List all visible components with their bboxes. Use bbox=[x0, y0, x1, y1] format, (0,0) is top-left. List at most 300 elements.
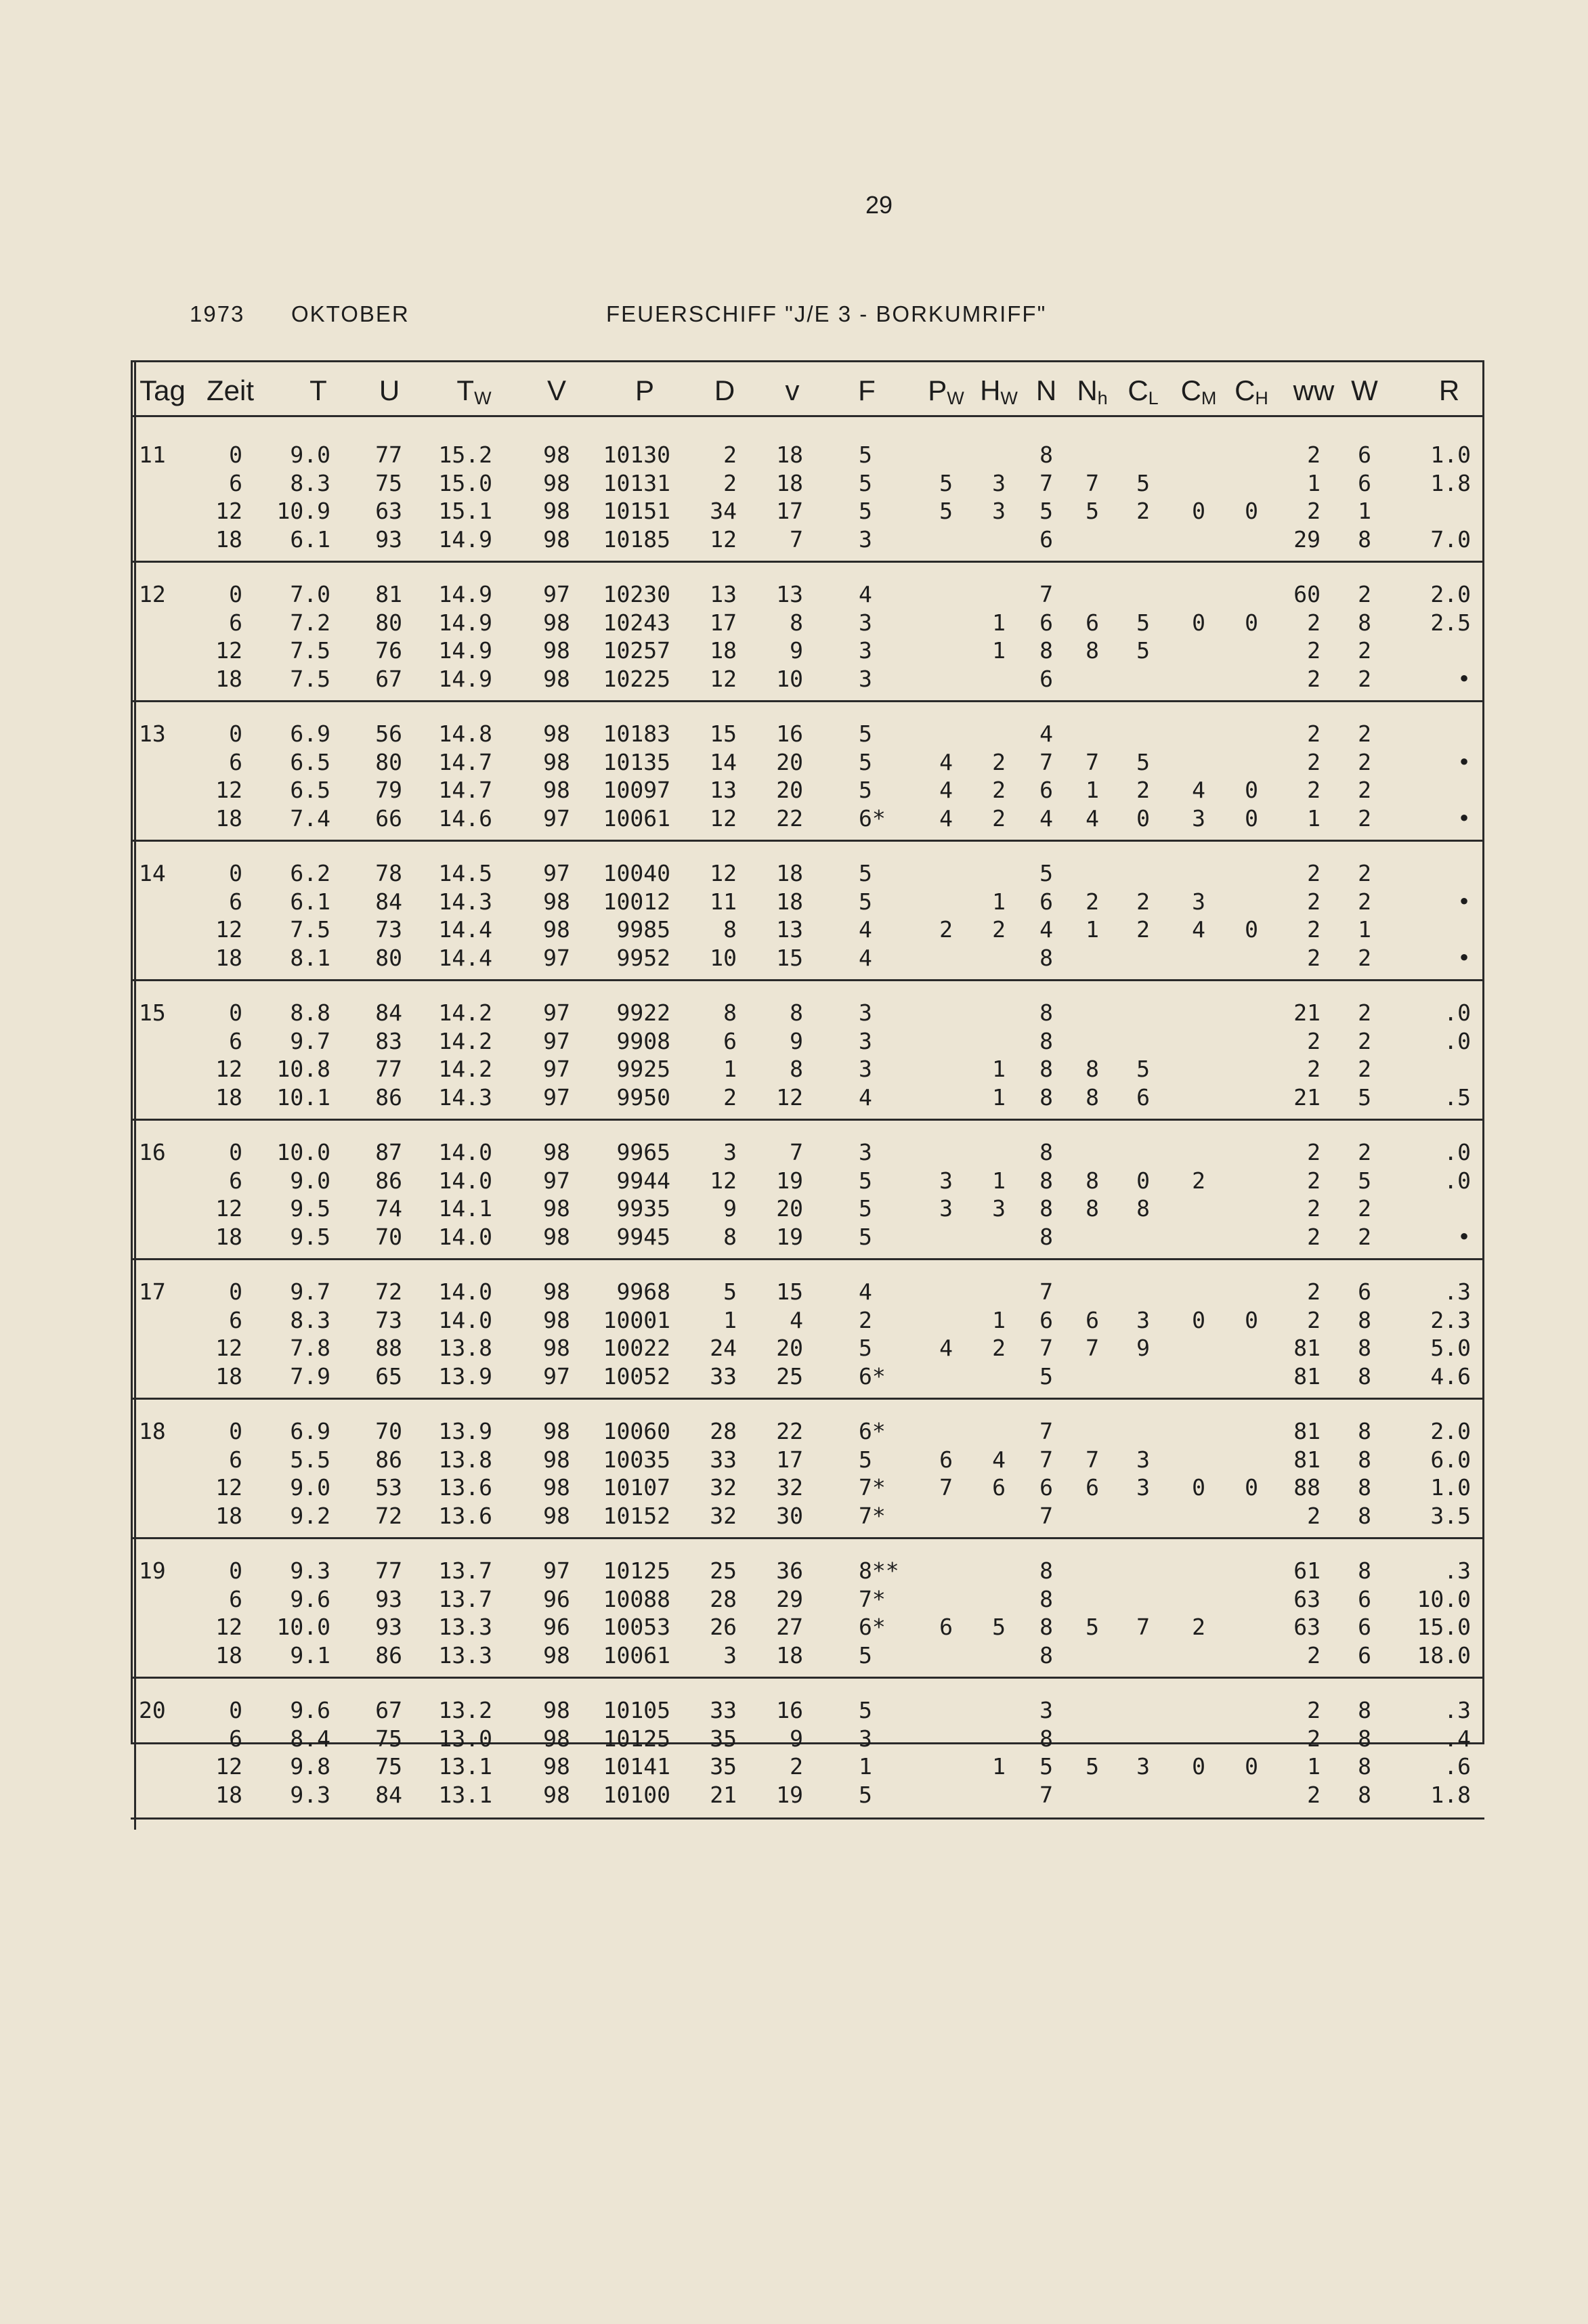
cell-u: 77 bbox=[375, 442, 402, 468]
cell-p: 10257 bbox=[603, 637, 670, 664]
cell-t: 8.3 bbox=[290, 469, 330, 496]
cell-t: 9.3 bbox=[290, 1781, 330, 1808]
cell-zeit: 12 bbox=[215, 1474, 242, 1501]
cell-hw: 1 bbox=[992, 609, 1006, 636]
cell-f: 3 bbox=[859, 637, 872, 664]
cell-w: 2 bbox=[1358, 804, 1371, 832]
cell-w: 6 bbox=[1358, 1278, 1371, 1305]
cell-f: 5 bbox=[859, 1335, 872, 1361]
cell-p: 9968 bbox=[616, 1278, 670, 1305]
cell-v-upper: 98 bbox=[543, 469, 570, 496]
cell-zeit: 12 bbox=[215, 916, 242, 943]
cell-u: 80 bbox=[375, 609, 402, 636]
cell-nh: 8 bbox=[1086, 1083, 1099, 1111]
cell-n: 5 bbox=[1039, 1362, 1053, 1390]
cell-ww: 21 bbox=[1293, 999, 1321, 1026]
cell-n: 6 bbox=[1039, 1306, 1053, 1333]
cell-nh: 6 bbox=[1086, 609, 1099, 636]
cell-n: 7 bbox=[1039, 581, 1053, 607]
cell-cl: 9 bbox=[1136, 1335, 1150, 1361]
cell-d: 12 bbox=[710, 804, 737, 832]
cell-n: 8 bbox=[1039, 1585, 1053, 1612]
cell-t: 9.7 bbox=[290, 1278, 330, 1305]
cell-tw: 13.3 bbox=[438, 1614, 492, 1640]
day-group-divider bbox=[131, 1258, 1484, 1260]
cell-t: 7.2 bbox=[290, 609, 330, 636]
cell-f: 2 bbox=[859, 1306, 872, 1333]
cell-t: 6.1 bbox=[290, 888, 330, 915]
cell-r: 2.0 bbox=[1430, 1418, 1471, 1444]
cell-u: 86 bbox=[375, 1446, 402, 1473]
col-header-nh: $N_h$ bbox=[1077, 374, 1108, 408]
cell-hw: 2 bbox=[992, 748, 1006, 775]
cell-zeit: 6 bbox=[229, 748, 242, 775]
cell-tw: 14.9 bbox=[438, 525, 492, 553]
cell-r: • bbox=[1457, 804, 1471, 832]
col-header-ch: $C_H$ bbox=[1235, 374, 1268, 408]
cell-zeit: 18 bbox=[215, 1083, 242, 1111]
cell-d: 35 bbox=[710, 1753, 737, 1780]
cell-v-upper: 98 bbox=[543, 1278, 570, 1305]
cell-u: 84 bbox=[375, 888, 402, 915]
cell-zeit: 18 bbox=[215, 1502, 242, 1529]
cell-u: 93 bbox=[375, 1585, 402, 1612]
cell-t: 9.5 bbox=[290, 1195, 330, 1222]
cell-n: 7 bbox=[1039, 1278, 1053, 1305]
cell-p: 10100 bbox=[603, 1781, 670, 1808]
day-group-divider bbox=[131, 979, 1484, 981]
day-label: 17 bbox=[139, 1278, 166, 1305]
cell-v-lower: 27 bbox=[776, 1614, 803, 1640]
cell-hw: 1 bbox=[992, 1083, 1006, 1111]
cell-tw: 14.3 bbox=[438, 888, 492, 915]
col-header-tw: $T_W$ bbox=[456, 374, 492, 408]
cell-ww: 2 bbox=[1307, 888, 1321, 915]
cell-ww: 2 bbox=[1307, 916, 1321, 943]
cell-r: 1.0 bbox=[1430, 1474, 1471, 1501]
cell-d: 17 bbox=[710, 609, 737, 636]
cell-u: 88 bbox=[375, 1335, 402, 1361]
cell-hw: 6 bbox=[992, 1474, 1006, 1501]
cell-pw: 4 bbox=[939, 777, 953, 803]
cell-hw: 4 bbox=[992, 1446, 1006, 1473]
cell-w: 8 bbox=[1358, 1557, 1371, 1584]
cell-w: 8 bbox=[1358, 1335, 1371, 1361]
cell-t: 6.5 bbox=[290, 777, 330, 803]
cell-w: 8 bbox=[1358, 1474, 1371, 1501]
cell-cm: 0 bbox=[1192, 498, 1205, 524]
cell-tw: 15.2 bbox=[438, 442, 492, 468]
cell-f: 4 bbox=[859, 581, 872, 607]
cell-nh: 2 bbox=[1086, 888, 1099, 915]
cell-zeit: 12 bbox=[215, 1195, 242, 1222]
cell-v-lower: 29 bbox=[776, 1585, 803, 1612]
cell-tw: 14.0 bbox=[438, 1306, 492, 1333]
cell-zeit: 12 bbox=[215, 498, 242, 524]
cell-v-upper: 98 bbox=[543, 1697, 570, 1723]
cell-v-lower: 22 bbox=[776, 804, 803, 832]
cell-hw: 2 bbox=[992, 1335, 1006, 1361]
cell-tw: 13.0 bbox=[438, 1725, 492, 1752]
cell-f: 5 bbox=[859, 469, 872, 496]
cell-d: 1 bbox=[723, 1056, 737, 1082]
cell-v-lower: 13 bbox=[776, 916, 803, 943]
col-header-v-upper: V bbox=[546, 374, 567, 406]
cell-ww: 2 bbox=[1307, 1306, 1321, 1333]
cell-v-lower: 17 bbox=[776, 1446, 803, 1473]
cell-u: 70 bbox=[375, 1418, 402, 1444]
cell-u: 86 bbox=[375, 1167, 402, 1194]
cell-tw: 13.8 bbox=[438, 1446, 492, 1473]
cell-p: 10061 bbox=[603, 804, 670, 832]
cell-u: 80 bbox=[375, 748, 402, 775]
cell-nh: 6 bbox=[1086, 1306, 1099, 1333]
cell-v-upper: 98 bbox=[543, 1139, 570, 1165]
cell-t: 6.2 bbox=[290, 860, 330, 886]
cell-cl: 0 bbox=[1136, 804, 1150, 832]
cell-p: 10053 bbox=[603, 1614, 670, 1640]
day-label: 16 bbox=[139, 1139, 166, 1165]
cell-d: 9 bbox=[723, 1195, 737, 1222]
cell-nh: 1 bbox=[1086, 916, 1099, 943]
cell-ch: 0 bbox=[1245, 804, 1258, 832]
cell-tw: 13.7 bbox=[438, 1585, 492, 1612]
cell-zeit: 0 bbox=[229, 860, 242, 886]
cell-n: 8 bbox=[1039, 1083, 1053, 1111]
cell-f: 4 bbox=[859, 944, 872, 971]
cell-r: .4 bbox=[1444, 1725, 1471, 1752]
cell-f: 4 bbox=[859, 1083, 872, 1111]
cell-d: 12 bbox=[710, 860, 737, 886]
cell-u: 80 bbox=[375, 944, 402, 971]
cell-f: 5 bbox=[859, 1697, 872, 1723]
cell-ww: 2 bbox=[1307, 1223, 1321, 1250]
cell-v-upper: 98 bbox=[543, 498, 570, 524]
cell-r: .3 bbox=[1444, 1278, 1471, 1305]
cell-w: 6 bbox=[1358, 442, 1371, 468]
cell-pw: 6 bbox=[939, 1446, 953, 1473]
cell-ww: 60 bbox=[1293, 581, 1321, 607]
cell-v-lower: 16 bbox=[776, 720, 803, 747]
cell-w: 2 bbox=[1358, 1223, 1371, 1250]
cell-t: 9.6 bbox=[290, 1585, 330, 1612]
cell-w: 5 bbox=[1358, 1083, 1371, 1111]
cell-w: 6 bbox=[1358, 469, 1371, 496]
cell-cl: 0 bbox=[1136, 1167, 1150, 1194]
col-header-w: W bbox=[1351, 374, 1378, 406]
cell-d: 3 bbox=[723, 1641, 737, 1669]
cell-f: 3 bbox=[859, 609, 872, 636]
cell-w: 2 bbox=[1358, 665, 1371, 692]
cell-v-upper: 96 bbox=[543, 1614, 570, 1640]
cell-hw: 2 bbox=[992, 804, 1006, 832]
day-group-divider bbox=[131, 840, 1484, 842]
cell-t: 9.3 bbox=[290, 1557, 330, 1584]
cell-f: 8** bbox=[859, 1557, 899, 1584]
cell-n: 8 bbox=[1039, 1167, 1053, 1194]
cell-tw: 14.0 bbox=[438, 1223, 492, 1250]
cell-w: 2 bbox=[1358, 777, 1371, 803]
cell-u: 83 bbox=[375, 1027, 402, 1054]
cell-t: 5.5 bbox=[290, 1446, 330, 1473]
cell-d: 11 bbox=[710, 888, 737, 915]
cell-u: 93 bbox=[375, 525, 402, 553]
cell-f: 4 bbox=[859, 916, 872, 943]
cell-v-upper: 97 bbox=[543, 1083, 570, 1111]
cell-zeit: 0 bbox=[229, 1278, 242, 1305]
cell-r: .3 bbox=[1444, 1697, 1471, 1723]
cell-t: 8.3 bbox=[290, 1306, 330, 1333]
cell-f: 7* bbox=[859, 1585, 886, 1612]
cell-f: 4 bbox=[859, 1278, 872, 1305]
cell-tw: 14.9 bbox=[438, 609, 492, 636]
cell-tw: 13.9 bbox=[438, 1418, 492, 1444]
cell-v-upper: 97 bbox=[543, 804, 570, 832]
cell-v-lower: 19 bbox=[776, 1223, 803, 1250]
cell-p: 10225 bbox=[603, 665, 670, 692]
cell-u: 84 bbox=[375, 1781, 402, 1808]
cell-zeit: 18 bbox=[215, 1223, 242, 1250]
cell-w: 2 bbox=[1358, 999, 1371, 1026]
cell-f: 7* bbox=[859, 1502, 886, 1529]
cell-v-lower: 20 bbox=[776, 1195, 803, 1222]
cell-p: 10052 bbox=[603, 1362, 670, 1390]
cell-p: 10035 bbox=[603, 1446, 670, 1473]
cell-w: 8 bbox=[1358, 609, 1371, 636]
cell-cl: 3 bbox=[1136, 1753, 1150, 1780]
cell-d: 34 bbox=[710, 498, 737, 524]
cell-n: 6 bbox=[1039, 665, 1053, 692]
cell-t: 7.8 bbox=[290, 1335, 330, 1361]
cell-v-lower: 18 bbox=[776, 860, 803, 886]
cell-v-lower: 8 bbox=[790, 609, 803, 636]
cell-v-upper: 97 bbox=[543, 1362, 570, 1390]
cell-ww: 2 bbox=[1307, 1056, 1321, 1082]
cell-n: 6 bbox=[1039, 888, 1053, 915]
cell-ww: 2 bbox=[1307, 777, 1321, 803]
cell-cl: 2 bbox=[1136, 498, 1150, 524]
cell-d: 8 bbox=[723, 1223, 737, 1250]
cell-ww: 1 bbox=[1307, 804, 1321, 832]
cell-d: 2 bbox=[723, 469, 737, 496]
cell-ww: 2 bbox=[1307, 1781, 1321, 1808]
cell-f: 5 bbox=[859, 498, 872, 524]
col-header-r: R bbox=[1438, 374, 1460, 406]
cell-n: 8 bbox=[1039, 1027, 1053, 1054]
cell-v-upper: 98 bbox=[543, 609, 570, 636]
cell-n: 8 bbox=[1039, 1139, 1053, 1165]
cell-cm: 2 bbox=[1192, 1167, 1205, 1194]
cell-tw: 14.9 bbox=[438, 581, 492, 607]
cell-tw: 13.2 bbox=[438, 1697, 492, 1723]
cell-zeit: 6 bbox=[229, 1585, 242, 1612]
cell-f: 5 bbox=[859, 720, 872, 747]
cell-r: .0 bbox=[1444, 1167, 1471, 1194]
cell-f: 5 bbox=[859, 1641, 872, 1669]
cell-r: • bbox=[1457, 888, 1471, 915]
cell-f: 3 bbox=[859, 1056, 872, 1082]
cell-t: 9.5 bbox=[290, 1223, 330, 1250]
cell-pw: 4 bbox=[939, 804, 953, 832]
cell-v-upper: 98 bbox=[543, 442, 570, 468]
cell-u: 81 bbox=[375, 581, 402, 607]
cell-zeit: 0 bbox=[229, 999, 242, 1026]
cell-tw: 14.0 bbox=[438, 1139, 492, 1165]
cell-r: 2.5 bbox=[1430, 609, 1471, 636]
cell-w: 2 bbox=[1358, 1195, 1371, 1222]
cell-f: 7* bbox=[859, 1474, 886, 1501]
cell-v-upper: 98 bbox=[543, 1335, 570, 1361]
cell-t: 10.9 bbox=[276, 498, 330, 524]
cell-tw: 14.6 bbox=[438, 804, 492, 832]
cell-v-lower: 4 bbox=[790, 1306, 803, 1333]
cell-w: 2 bbox=[1358, 748, 1371, 775]
cell-f: 1 bbox=[859, 1753, 872, 1780]
cell-p: 10230 bbox=[603, 581, 670, 607]
col-header-ww: ww bbox=[1293, 374, 1335, 406]
cell-cm: 0 bbox=[1192, 1753, 1205, 1780]
cell-t: 7.4 bbox=[290, 804, 330, 832]
cell-hw: 2 bbox=[992, 777, 1006, 803]
cell-u: 63 bbox=[375, 498, 402, 524]
cell-nh: 8 bbox=[1086, 637, 1099, 664]
cell-tw: 14.4 bbox=[438, 944, 492, 971]
cell-ww: 2 bbox=[1307, 1278, 1321, 1305]
cell-p: 9925 bbox=[616, 1056, 670, 1082]
cell-v-lower: 9 bbox=[790, 1027, 803, 1054]
cell-zeit: 6 bbox=[229, 1027, 242, 1054]
cell-d: 32 bbox=[710, 1502, 737, 1529]
cell-u: 73 bbox=[375, 916, 402, 943]
cell-cl: 7 bbox=[1136, 1614, 1150, 1640]
cell-v-lower: 9 bbox=[790, 637, 803, 664]
cell-w: 5 bbox=[1358, 1167, 1371, 1194]
cell-n: 6 bbox=[1039, 525, 1053, 553]
cell-tw: 15.1 bbox=[438, 498, 492, 524]
cell-ww: 2 bbox=[1307, 1195, 1321, 1222]
cell-w: 2 bbox=[1358, 720, 1371, 747]
cell-v-upper: 97 bbox=[543, 1167, 570, 1194]
cell-v-lower: 18 bbox=[776, 1641, 803, 1669]
day-group-divider bbox=[131, 700, 1484, 702]
cell-w: 2 bbox=[1358, 581, 1371, 607]
cell-zeit: 12 bbox=[215, 1614, 242, 1640]
cell-d: 13 bbox=[710, 581, 737, 607]
cell-n: 8 bbox=[1039, 944, 1053, 971]
cell-tw: 14.1 bbox=[438, 1195, 492, 1222]
cell-t: 6.9 bbox=[290, 1418, 330, 1444]
cell-v-upper: 97 bbox=[543, 1056, 570, 1082]
page-number: 29 bbox=[865, 191, 893, 219]
cell-t: 9.6 bbox=[290, 1697, 330, 1723]
cell-p: 10088 bbox=[603, 1585, 670, 1612]
col-header-p: P bbox=[635, 374, 655, 406]
cell-cl: 3 bbox=[1136, 1446, 1150, 1473]
header-month: OKTOBER bbox=[291, 301, 410, 326]
cell-tw: 13.6 bbox=[438, 1474, 492, 1501]
cell-cl: 8 bbox=[1136, 1195, 1150, 1222]
cell-zeit: 12 bbox=[215, 1753, 242, 1780]
cell-w: 2 bbox=[1358, 1056, 1371, 1082]
cell-t: 8.1 bbox=[290, 944, 330, 971]
cell-n: 7 bbox=[1039, 1781, 1053, 1808]
cell-p: 10060 bbox=[603, 1418, 670, 1444]
cell-d: 33 bbox=[710, 1362, 737, 1390]
cell-v-upper: 98 bbox=[543, 1446, 570, 1473]
cell-pw: 5 bbox=[939, 469, 953, 496]
cell-n: 8 bbox=[1039, 1725, 1053, 1752]
cell-p: 9950 bbox=[616, 1083, 670, 1111]
cell-u: 65 bbox=[375, 1362, 402, 1390]
cell-d: 1 bbox=[723, 1306, 737, 1333]
col-header-tag: Tag bbox=[140, 374, 186, 406]
cell-tw: 14.9 bbox=[438, 637, 492, 664]
cell-w: 1 bbox=[1358, 498, 1371, 524]
cell-cl: 2 bbox=[1136, 888, 1150, 915]
col-header-n: N bbox=[1035, 374, 1057, 406]
cell-r: .0 bbox=[1444, 1027, 1471, 1054]
cell-r: .6 bbox=[1444, 1753, 1471, 1780]
cell-f: 5 bbox=[859, 860, 872, 886]
cell-n: 8 bbox=[1039, 1223, 1053, 1250]
cell-n: 7 bbox=[1039, 1446, 1053, 1473]
cell-v-lower: 18 bbox=[776, 469, 803, 496]
cell-zeit: 6 bbox=[229, 1446, 242, 1473]
cell-u: 70 bbox=[375, 1223, 402, 1250]
cell-tw: 14.2 bbox=[438, 1056, 492, 1082]
cell-f: 6* bbox=[859, 1614, 886, 1640]
cell-u: 86 bbox=[375, 1083, 402, 1111]
cell-ww: 2 bbox=[1307, 1139, 1321, 1165]
cell-nh: 5 bbox=[1086, 498, 1099, 524]
cell-pw: 7 bbox=[939, 1474, 953, 1501]
cell-tw: 13.7 bbox=[438, 1557, 492, 1584]
cell-tw: 13.6 bbox=[438, 1502, 492, 1529]
cell-ww: 2 bbox=[1307, 1502, 1321, 1529]
cell-u: 78 bbox=[375, 860, 402, 886]
cell-d: 18 bbox=[710, 637, 737, 664]
cell-v-upper: 98 bbox=[543, 1502, 570, 1529]
cell-tw: 14.0 bbox=[438, 1167, 492, 1194]
cell-zeit: 6 bbox=[229, 469, 242, 496]
cell-d: 10 bbox=[710, 944, 737, 971]
cell-zeit: 6 bbox=[229, 1725, 242, 1752]
cell-d: 2 bbox=[723, 1083, 737, 1111]
cell-w: 8 bbox=[1358, 1697, 1371, 1723]
cell-n: 8 bbox=[1039, 1614, 1053, 1640]
col-header-v-lower: v bbox=[785, 374, 800, 406]
cell-tw: 13.8 bbox=[438, 1335, 492, 1361]
cell-p: 10105 bbox=[603, 1697, 670, 1723]
cell-v-upper: 97 bbox=[543, 999, 570, 1026]
cell-u: 87 bbox=[375, 1139, 402, 1165]
cell-p: 10135 bbox=[603, 748, 670, 775]
cell-v-upper: 98 bbox=[543, 777, 570, 803]
cell-f: 6* bbox=[859, 1418, 886, 1444]
cell-v-lower: 20 bbox=[776, 748, 803, 775]
cell-p: 10125 bbox=[603, 1557, 670, 1584]
cell-p: 10183 bbox=[603, 720, 670, 747]
cell-ch: 0 bbox=[1245, 916, 1258, 943]
cell-p: 9965 bbox=[616, 1139, 670, 1165]
cell-u: 77 bbox=[375, 1056, 402, 1082]
cell-tw: 14.7 bbox=[438, 777, 492, 803]
cell-v-upper: 98 bbox=[543, 1418, 570, 1444]
cell-v-lower: 32 bbox=[776, 1474, 803, 1501]
cell-zeit: 18 bbox=[215, 1641, 242, 1669]
cell-r: 3.5 bbox=[1430, 1502, 1471, 1529]
cell-t: 9.1 bbox=[290, 1641, 330, 1669]
